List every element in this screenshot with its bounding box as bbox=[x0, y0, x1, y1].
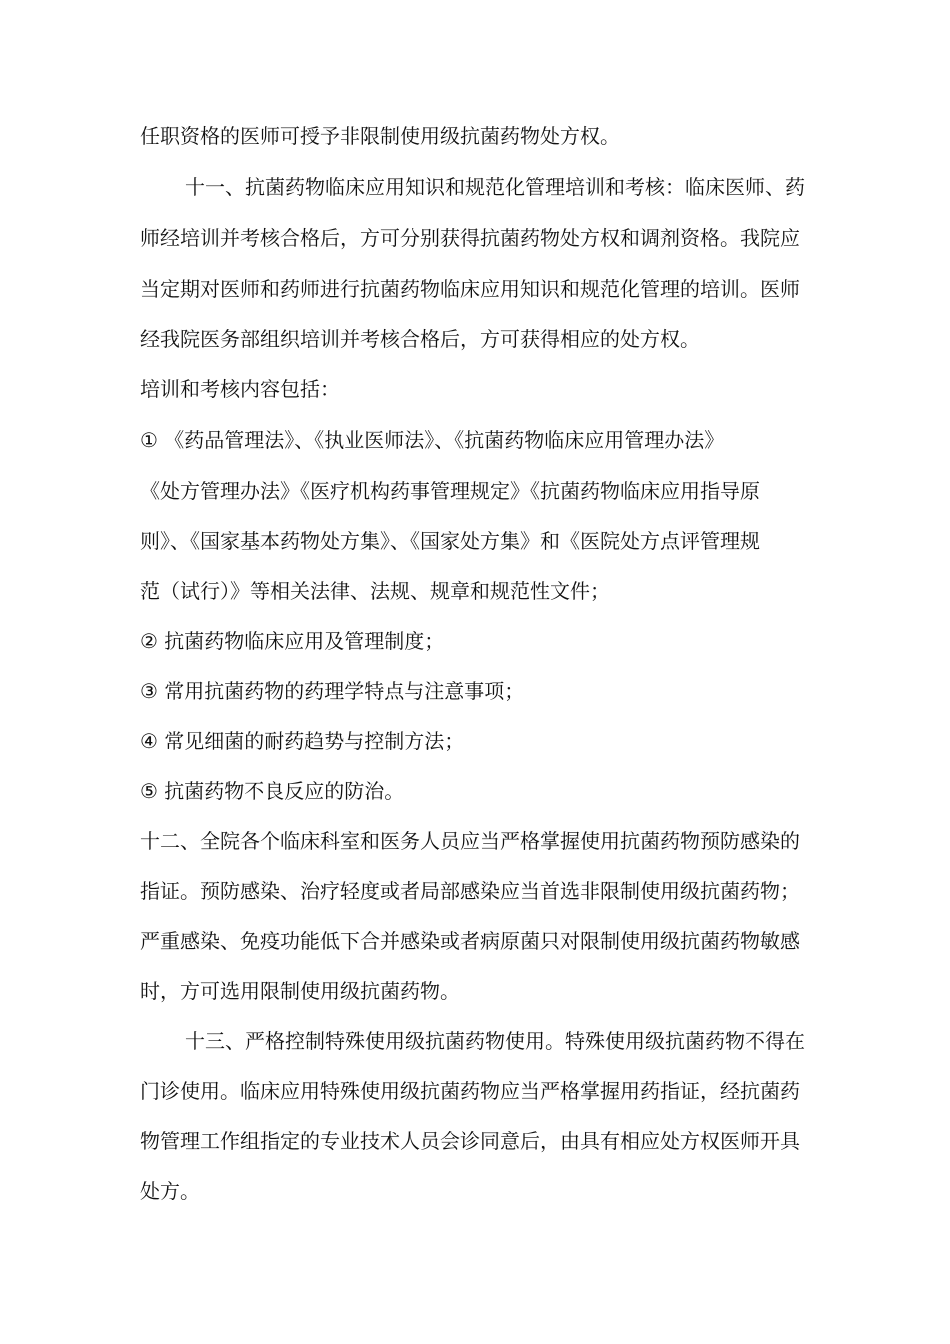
text-line: 时，方可选用限制使用级抗菌药物。 bbox=[140, 979, 460, 1003]
text-line: 处方。 bbox=[140, 1179, 200, 1203]
text-line: 任职资格的医师可授予非限制使用级抗菌药物处方权。 bbox=[140, 124, 620, 148]
list-item: ③ 常用抗菌药物的药理学特点与注意事项； bbox=[140, 679, 525, 703]
list-item: ① 《药品管理法》、《执业医师法》、《抗菌药物临床应用管理办法》 bbox=[140, 428, 725, 452]
text-line: 经我院医务部组织培训并考核合格后，方可获得相应的处方权。 bbox=[140, 327, 700, 351]
text-line: 门诊使用。临床应用特殊使用级抗菌药物应当严格掌握用药指证，经抗菌药 bbox=[140, 1079, 800, 1103]
list-item: ④ 常见细菌的耐药趋势与控制方法； bbox=[140, 729, 465, 753]
text-line: 范（试行）》等相关法律、法规、规章和规范性文件； bbox=[140, 579, 610, 603]
text-line: 则》、《国家基本药物处方集》、《国家处方集》和《医院处方点评管理规 bbox=[140, 529, 760, 553]
list-item: ② 抗菌药物临床应用及管理制度； bbox=[140, 629, 445, 653]
section-heading-11: 十一、抗菌药物临床应用知识和规范化管理培训和考核：临床医师、药 bbox=[185, 175, 805, 199]
text-line: 当定期对医师和药师进行抗菌药物临床应用知识和规范化管理的培训。医师 bbox=[140, 277, 800, 301]
text-line: 指证。预防感染、治疗轻度或者局部感染应当首选非限制使用级抗菌药物； bbox=[140, 879, 800, 903]
text-line: 培训和考核内容包括： bbox=[140, 377, 340, 401]
section-heading-13: 十三、严格控制特殊使用级抗菌药物使用。特殊使用级抗菌药物不得在 bbox=[185, 1029, 805, 1053]
text-line: 物管理工作组指定的专业技术人员会诊同意后，由具有相应处方权医师开具 bbox=[140, 1129, 800, 1153]
text-line: 师经培训并考核合格后，方可分别获得抗菌药物处方权和调剂资格。我院应 bbox=[140, 226, 800, 250]
section-heading-12: 十二、全院各个临床科室和医务人员应当严格掌握使用抗菌药物预防感染的 bbox=[140, 829, 800, 853]
text-line: 严重感染、免疫功能低下合并感染或者病原菌只对限制使用级抗菌药物敏感 bbox=[140, 929, 800, 953]
text-line: 《处方管理办法》《医疗机构药事管理规定》《抗菌药物临床应用指导原 bbox=[140, 479, 760, 503]
list-item: ⑤ 抗菌药物不良反应的防治。 bbox=[140, 779, 405, 803]
